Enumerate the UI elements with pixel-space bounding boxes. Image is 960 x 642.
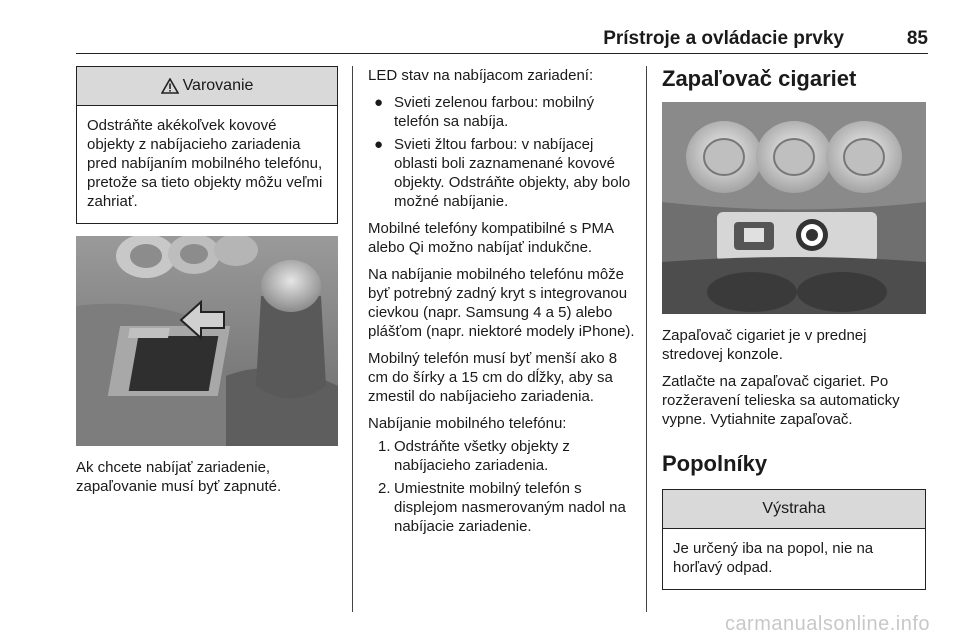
list-item: [368, 437, 636, 475]
column-1: [76, 66, 338, 504]
notice-text: Je určený iba na popol, nie na horľavý odpad.: [673, 540, 874, 576]
list-item-text: Svieti žltou farbou: v nabíjacej oblasti boli zaznamenané kovové objekty. Odstráňte objekty, aby bolo možné nabíjanie.: [394, 136, 631, 210]
header-rule: [76, 53, 928, 54]
notice-box-header: Výstraha: [663, 490, 925, 529]
lighter-location-paragraph: Zapaľovač cigariet je v prednej stredovej konzole.: [662, 327, 867, 363]
warning-triangle-icon: [161, 78, 179, 94]
step-number: 1.: [378, 438, 391, 455]
step-number: 2.: [378, 480, 391, 497]
column-divider-right: [646, 66, 647, 612]
ashtrays-heading: Popolníky: [662, 451, 768, 476]
column-3: [662, 66, 926, 590]
warning-text: Odstráňte akékoľvek kovové objekty z nabíjacieho zariadenia pred nabíjaním mobilného telefónu, pretože sa tieto objekty môžu veľmi zahriať.: [87, 117, 323, 210]
ignition-caption: Ak chcete nabíjať zariadenie, zapaľovanie musí byť zapnuté.: [76, 459, 282, 495]
watermark: carmanualsonline.info: [724, 613, 930, 635]
warning-box-header: [77, 67, 337, 106]
column-divider-left: [352, 66, 353, 612]
lighter-usage-paragraph: Zatlačte na zapaľovač cigariet. Po rozžeravení telieska sa automaticky vypne. Vytiahnite zapaľovač.: [662, 373, 900, 428]
cigarette-lighter-heading: Zapaľovač cigariet: [662, 66, 857, 91]
list-item: [368, 479, 636, 536]
led-status-list: [368, 93, 636, 211]
size-paragraph: Mobilný telefón musí byť menší ako 8 cm do šírky a 15 cm do dĺžky, aby sa zmestil do nabíjacieho zariadenia.: [368, 350, 618, 405]
warning-title: Varovanie: [182, 77, 254, 94]
compatibility-paragraph: Mobilné telefóny kompatibilné s PMA alebo Qi možno nabíjať indukčne.: [368, 220, 614, 256]
page-number: 85: [906, 28, 928, 49]
led-intro: LED stav na nabíjacom zariadení:: [368, 67, 594, 84]
notice-box: [662, 489, 926, 590]
bullet-dot-icon: ●: [374, 136, 384, 153]
step-text: Umiestnite mobilný telefón s displejom nasmerovaným nadol na nabíjacie zariadenie.: [394, 480, 626, 535]
charging-pad-photo: [76, 236, 338, 446]
steps-intro: Nabíjanie mobilného telefónu:: [368, 415, 567, 432]
bullet-dot-icon: ●: [374, 94, 384, 111]
list-item: [368, 93, 636, 131]
page-header-title: Prístroje a ovládacie prvky: [603, 28, 844, 49]
column-2: [368, 66, 636, 540]
warning-box: [76, 66, 338, 224]
cigarette-lighter-photo: [662, 102, 926, 314]
list-item-text: Svieti zelenou farbou: mobilný telefón sa nabíja.: [394, 94, 595, 130]
list-item: [368, 135, 636, 211]
charging-steps: [368, 437, 636, 536]
cover-paragraph: Na nabíjanie mobilného telefónu môže byť potrebný zadný kryt s integrovanou cievkou (napr. Samsung 4 a 5) alebo plášťom (napr. niektoré modely iPhone).: [368, 266, 635, 340]
step-text: Odstráňte všetky objekty z nabíjacieho zariadenia.: [394, 438, 570, 474]
